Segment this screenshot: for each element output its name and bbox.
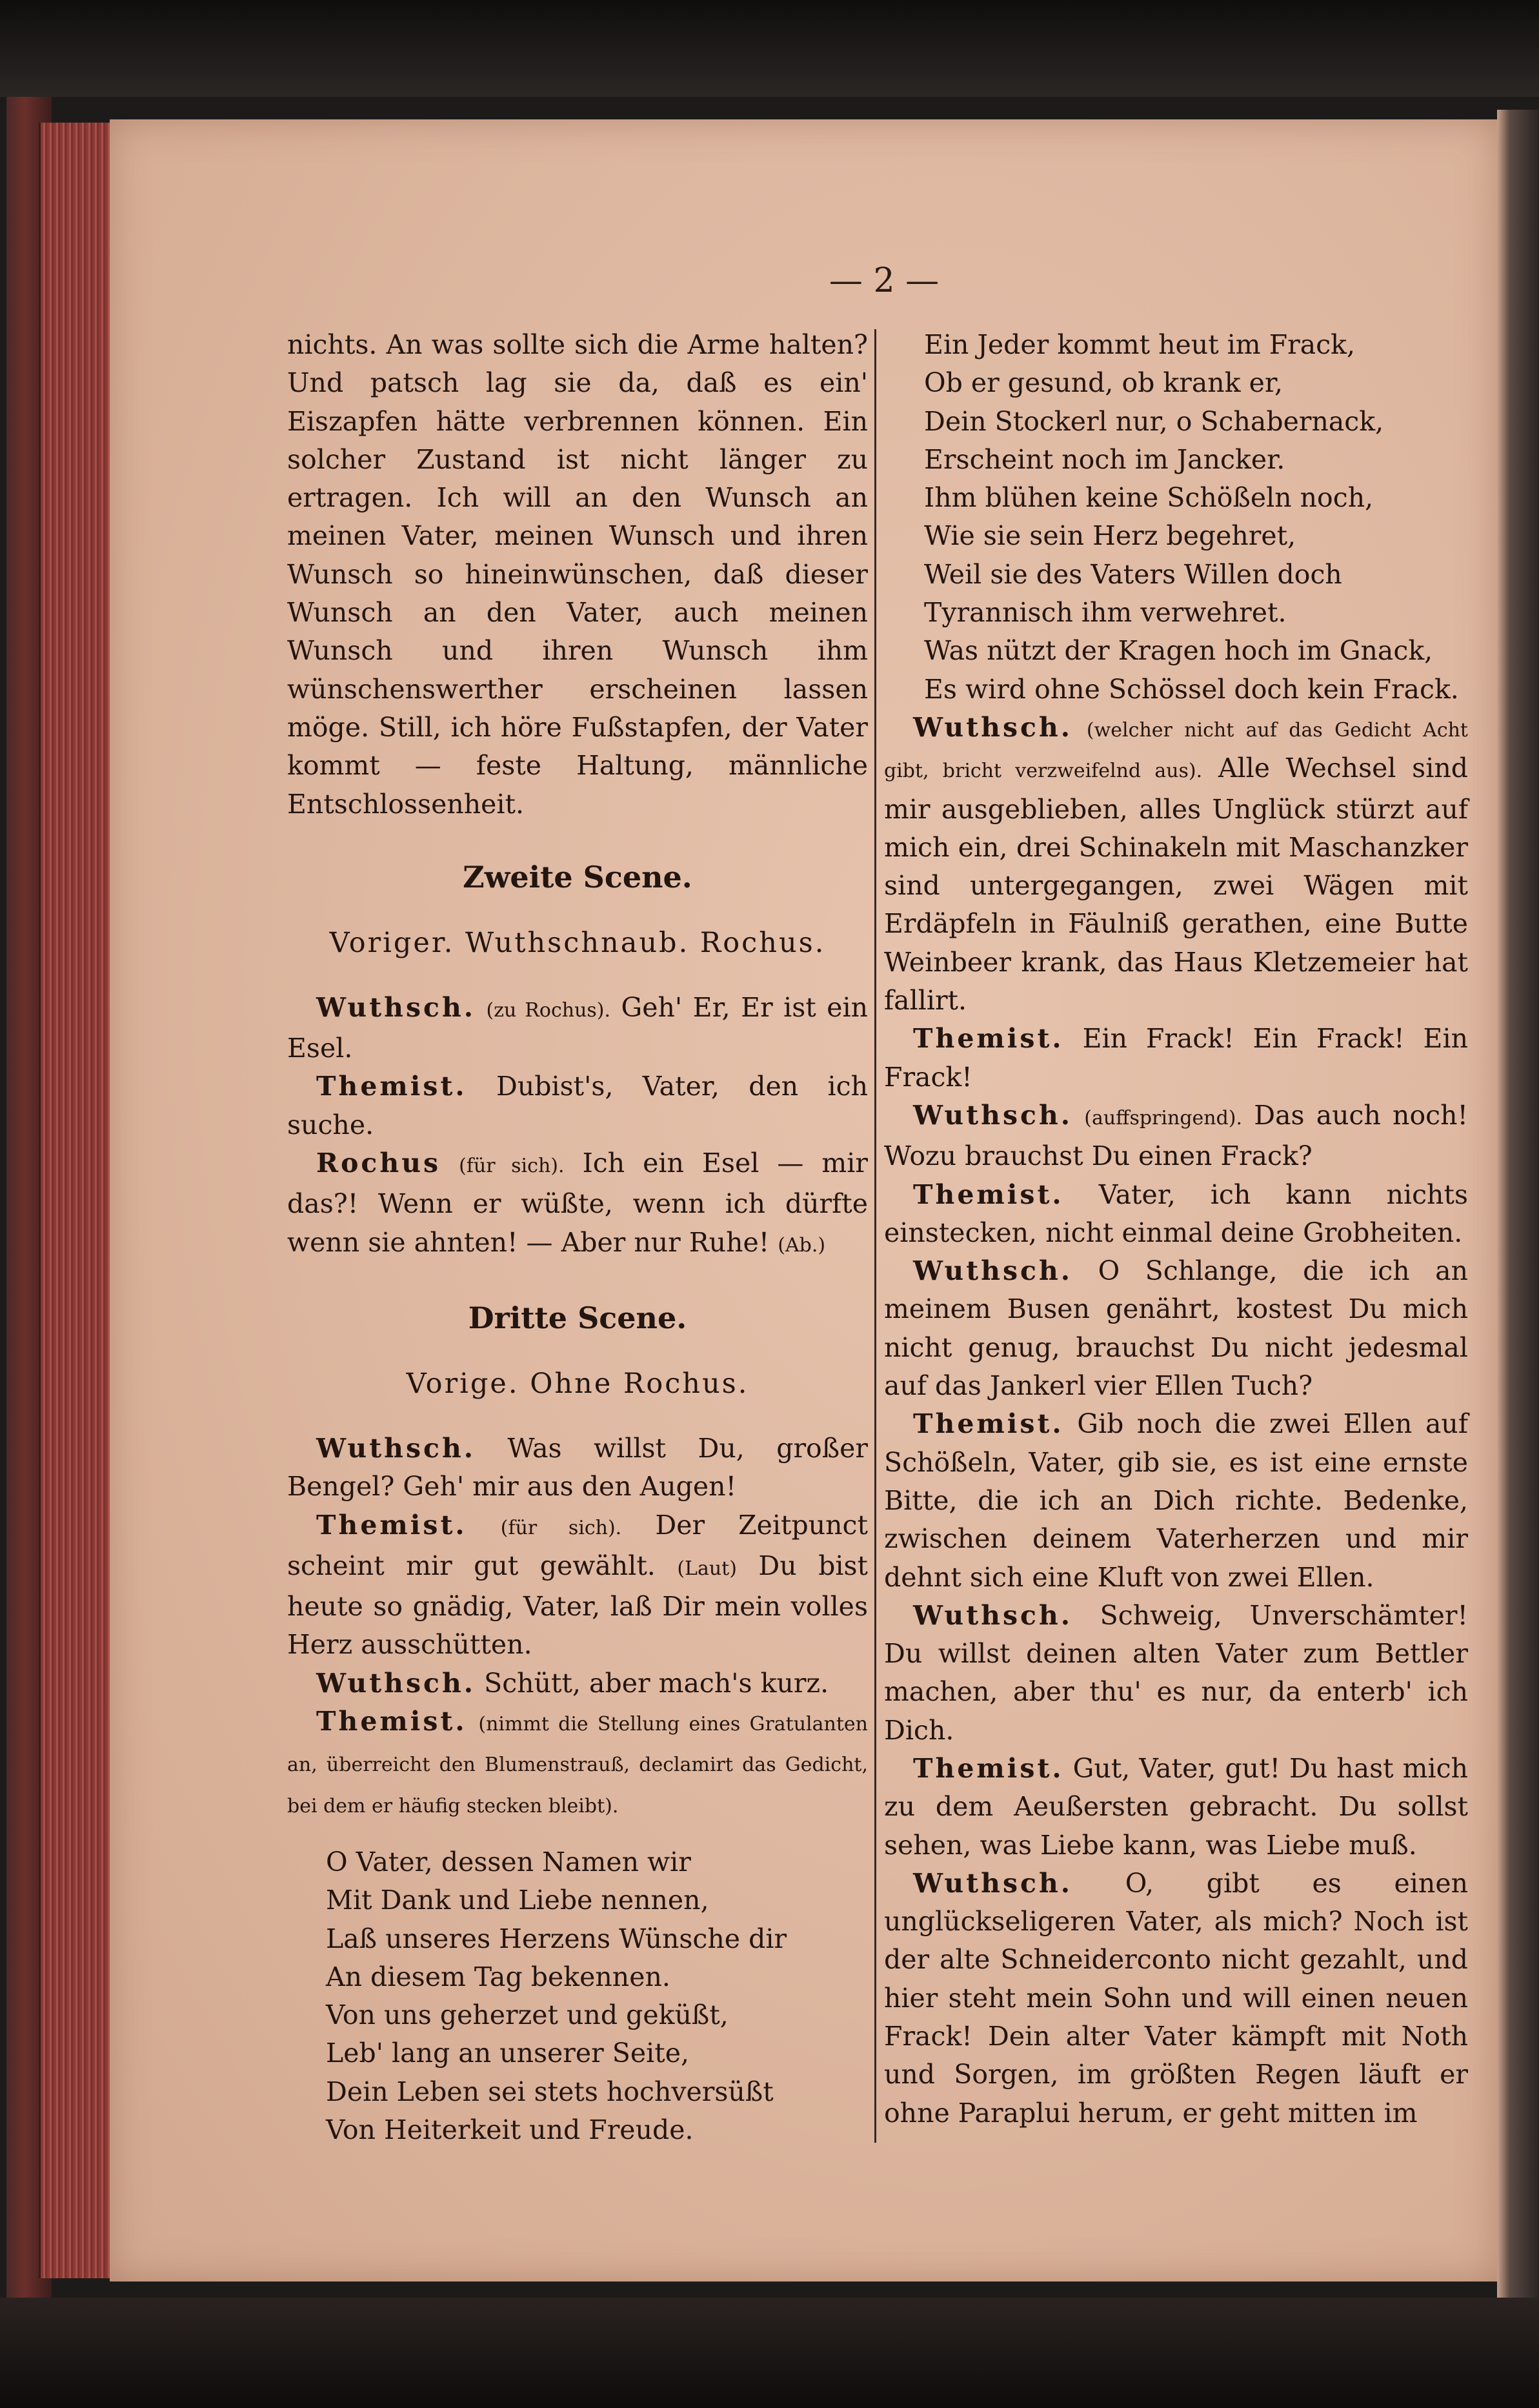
poem-line: Leb' lang an unserer Seite, xyxy=(326,2038,690,2069)
dialogue-line xyxy=(287,1664,868,1703)
dialogue-text: Ein Frack! Ein Frack! Ein Frack! xyxy=(884,1023,1468,1093)
dialogue-text: Der Zeitpunct scheint mir gut gewählt. xyxy=(287,1509,868,1581)
paragraph-monologue: nichts. An was sollte sich die Arme halten? Und patsch lag sie da, daß es ein' Eiszapfen hätte verbrennen können. Ein solcher Zustand ist nicht länger zu ertragen. Ich will an den Wunsch an meinen Vater, meinen Wunsch und ihren Wunsch so hineinwünschen, daß dieser Wunsch an den Vater, auch meinen Wunsch und ihren Wunsch ihm wünschenswerther erscheinen lassen möge. Still, ich höre Fußstapfen, der Vater kommt — feste Haltung, männliche Entschlossenheit. xyxy=(287,329,868,820)
dialogue-text: O, gibt es einen unglückseligeren Vater, als mich? Noch ist der alte Schneiderconto nicht gezahlt, und hier steht mein Sohn und will einen neuen Frack! Dein alter Vater kämpft mit Noth und Sorgen, im größten Regen läuft er ohne Paraplui herum, er geht mitten im xyxy=(884,1867,1468,2129)
poem-line: Wie sie sein Herz begehret, xyxy=(924,520,1296,552)
book-cover-bottom xyxy=(0,2298,1539,2408)
speaker-name: Wuthsch. xyxy=(316,1432,476,1464)
speaker-name: Themist. xyxy=(913,1408,1064,1440)
dialogue-line xyxy=(884,1020,1468,1097)
dialogue-line xyxy=(884,709,1468,1020)
column-divider xyxy=(874,329,876,2143)
poem-stanza-left xyxy=(287,1843,868,2149)
page-edges xyxy=(39,123,118,2278)
poem-line: Von Heiterkeit und Freude. xyxy=(326,2114,694,2145)
stage-direction: (für sich). xyxy=(500,1516,622,1539)
scene-heading-zweite: Zweite Scene. xyxy=(463,859,692,895)
speaker-name: Wuthsch. xyxy=(913,711,1073,743)
speaker-name: Themist. xyxy=(316,1071,467,1102)
dialogue-line xyxy=(884,1750,1468,1865)
speaker-name: Wuthsch. xyxy=(913,1255,1073,1287)
stage-direction: (nimmt die Stellung eines Gratulanten an, überreicht den Blumenstrauß, declamirt das Gedicht, bei dem er häufig stecken bleibt). xyxy=(287,1713,868,1817)
poem-line: Was nützt der Kragen hoch im Gnack, xyxy=(924,635,1433,667)
poem-line: Es wird ohne Schössel doch kein Frack. xyxy=(924,673,1459,705)
dialogue-line xyxy=(884,1865,1468,2132)
spacer xyxy=(287,1825,868,1843)
cast-list-scene2: Voriger. Wuthschnaub. Rochus. xyxy=(329,926,826,959)
speaker-name: Wuthsch. xyxy=(913,1099,1073,1131)
speaker-name: Themist. xyxy=(316,1706,467,1737)
dialogue-line xyxy=(287,989,868,1068)
dialogue-line xyxy=(884,1405,1468,1596)
poem-line: Mit Dank und Liebe nennen, xyxy=(326,1885,709,1916)
stage-direction: (für sich). xyxy=(459,1155,565,1178)
dialogue-line xyxy=(884,1597,1468,1750)
speaker-name: Wuthsch. xyxy=(913,1599,1073,1631)
dialogue-text: Schweig, Unverschämter! Du willst deinen alten Vater zum Bettler machen, aber thu' es nur, da enterb' ich Dich. xyxy=(884,1599,1468,1746)
poem-line: Dein Leben sei stets hochversüßt xyxy=(326,2076,774,2107)
speaker-name: Wuthsch. xyxy=(316,1667,476,1699)
speaker-name: Rochus xyxy=(316,1148,441,1179)
poem-line: Von uns geherzet und geküßt, xyxy=(326,1999,729,2031)
poem-stanza-right xyxy=(884,326,1468,709)
dialogue-line xyxy=(884,1176,1468,1253)
poem-line: An diesem Tag bekennen. xyxy=(326,1961,670,1992)
dialogue-text: Gib noch die zwei Ellen auf Schößeln, Vater, gib sie, es ist eine ernste Bitte, die ich an Dich richte. Bedenke, zwischen deinem Vaterherzen und mir dehnt sich eine Kluft von zwei Ellen. xyxy=(884,1408,1468,1593)
dialogue-text: Geh' Er, Er ist ein Esel. xyxy=(287,991,868,1064)
poem-line: Ihm blühen keine Schößeln noch, xyxy=(924,482,1374,514)
dialogue-line xyxy=(287,1067,868,1144)
speaker-name: Wuthsch. xyxy=(316,991,476,1023)
dialogue-text: Vater, ich kann nichts einstecken, nicht einmal deine Grobheiten. xyxy=(884,1179,1468,1248)
dialogue-text: Alle Wechsel sind mir ausgeblieben, alles Unglück stürzt auf mich ein, drei Schinakeln mit Maschanzker sind untergegangen, zwei Wägen mit Erdäpfeln in Fäulniß gerathen, eine Butte Weinbeer krank, das Haus Kletzemeier hat fallirt. xyxy=(884,753,1468,1017)
dialogue-text: Dubist's, Vater, den ich suche. xyxy=(287,1071,868,1140)
dialogue-text: Du bist heute so gnädig, Vater, laß Dir mein volles Herz ausschütten. xyxy=(287,1550,868,1661)
dialogue-line xyxy=(287,1144,868,1264)
poem-line: Weil sie des Vaters Willen doch xyxy=(924,558,1342,590)
poem-line: Erscheint noch im Jancker. xyxy=(924,443,1285,475)
right-page-edge xyxy=(1497,110,1539,2304)
dialogue-line xyxy=(287,1703,868,1825)
dialogue-text: Gut, Vater, gut! Du hast mich zu dem Aeußersten gebracht. Du sollst sehen, was Liebe kann, was Liebe muß. xyxy=(884,1752,1468,1861)
stage-direction: (Laut) xyxy=(677,1557,737,1580)
page-number: — 2 — xyxy=(829,261,940,300)
poem-line: Dein Stockerl nur, o Schabernack, xyxy=(924,405,1384,437)
dialogue-text: Ich ein Esel — mir das?! Wenn er wüßte, wenn ich dürfte wenn sie ahnten! — Aber nur Ruhe! xyxy=(287,1148,868,1258)
book-cover-top xyxy=(0,0,1539,97)
dialogue-text: Das auch noch! Wozu brauchst Du einen Frack? xyxy=(884,1099,1468,1172)
stage-direction: (auffspringend). xyxy=(1084,1106,1243,1129)
dialogue-line xyxy=(884,1252,1468,1405)
dialogue-text: Was willst Du, großer Bengel? Geh' mir aus den Augen! xyxy=(287,1432,868,1502)
speaker-name: Themist. xyxy=(316,1509,467,1541)
poem-line: Ob er gesund, ob krank er, xyxy=(924,367,1283,399)
stage-direction: (zu Rochus). xyxy=(486,998,611,1022)
dialogue-text: Schütt, aber mach's kurz. xyxy=(484,1667,829,1699)
speaker-name: Themist. xyxy=(913,1179,1064,1210)
stage-direction-exit: (Ab.) xyxy=(778,1233,826,1257)
right-column xyxy=(884,326,1468,2132)
stage-direction: (welcher nicht auf das Gedicht Acht gibt, bricht verzweifelnd aus). xyxy=(884,718,1468,783)
scene-heading-dritte: Dritte Scene. xyxy=(468,1300,687,1335)
speaker-name: Themist. xyxy=(913,1023,1064,1055)
speaker-name: Themist. xyxy=(913,1752,1064,1784)
poem-line: Laß unseres Herzens Wünsche dir xyxy=(326,1923,787,1954)
poem-line: Ein Jeder kommt heut im Frack, xyxy=(924,329,1356,360)
poem-line: O Vater, dessen Namen wir xyxy=(326,1846,691,1877)
dialogue-text: O Schlange, die ich an meinem Busen genährt, kostest Du mich nicht genug, brauchst Du nicht jedesmal auf das Jankerl vier Ellen Tuch? xyxy=(884,1255,1468,1402)
poem-line: Tyrannisch ihm verwehret. xyxy=(924,597,1287,629)
speaker-name: Wuthsch. xyxy=(913,1867,1073,1899)
dialogue-line xyxy=(287,1430,868,1506)
left-column xyxy=(287,326,868,2149)
dialogue-line xyxy=(884,1097,1468,1176)
cast-list-scene3: Vorige. Ohne Rochus. xyxy=(406,1367,749,1400)
dialogue-line xyxy=(287,1506,868,1664)
